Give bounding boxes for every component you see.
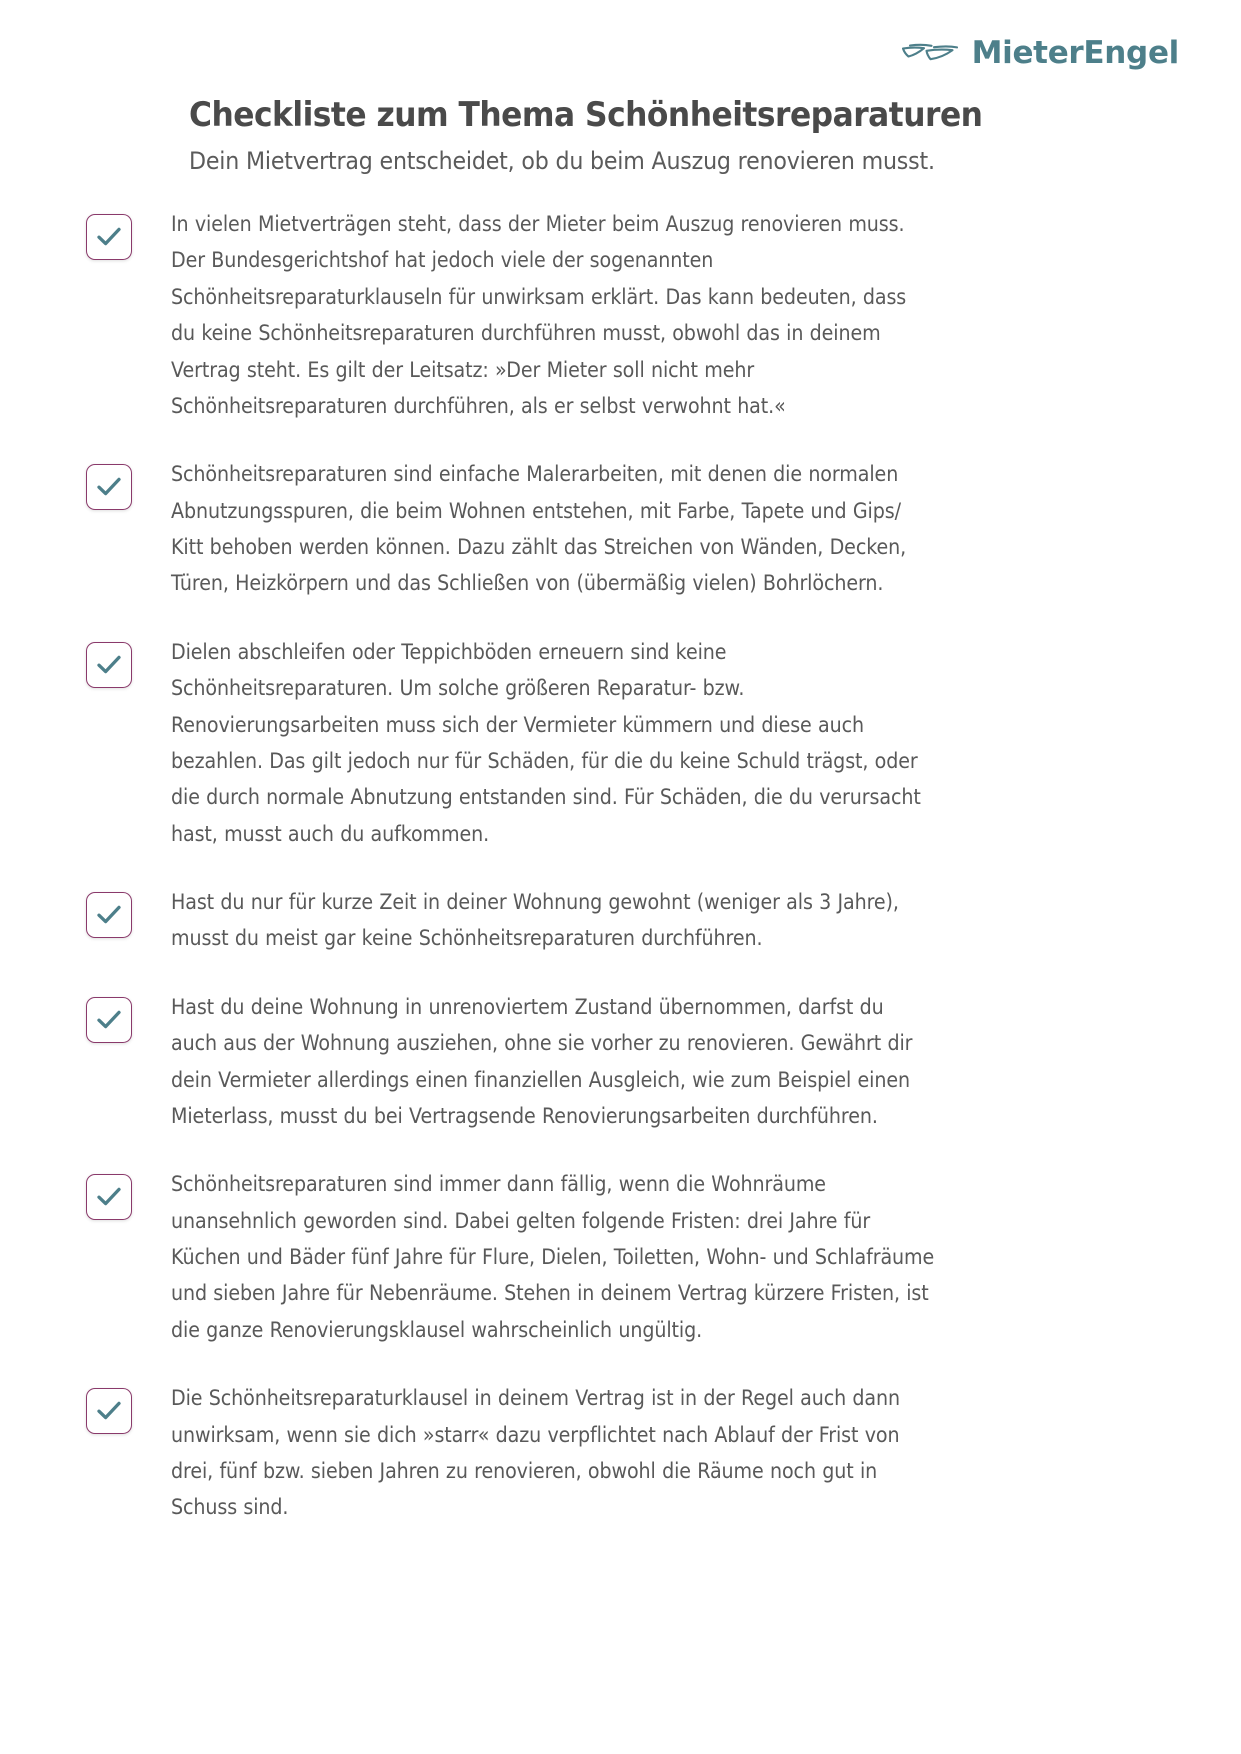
list-item (0, 884, 1241, 957)
checkbox-7[interactable] (86, 1388, 132, 1434)
list-item-text: In vielen Mietverträgen steht, dass der Mieter beim Auszug renovieren muss. Der Bundesgerichtshof hat jedoch viele der sogenannten Schönheitsreparaturklauseln für unwirksam erklärt. Das kann bedeuten, dass du keine Schönheitsreparaturen durchführen musst, obwohl das in deinem Vertrag steht. Es gilt der Leitsatz: »Der Mieter soll nicht mehr Schönheitsreparaturen durchführen, als er selbst verwohnt hat.« (171, 211, 907, 418)
check-icon (94, 222, 124, 252)
checklist (0, 206, 1241, 1558)
list-item (0, 1380, 1241, 1526)
list-item (0, 989, 1241, 1135)
page-title: Checkliste zum Thema Schönheitsreparaturen (189, 95, 983, 134)
list-item (0, 1166, 1241, 1348)
checkbox-3[interactable] (86, 642, 132, 688)
page-subtitle: Dein Mietvertrag entscheidet, ob du beim Auszug renovieren musst. (189, 146, 935, 175)
checkbox-6[interactable] (86, 1174, 132, 1220)
checkbox-5[interactable] (86, 997, 132, 1043)
check-icon (94, 1182, 124, 1212)
list-item (0, 206, 1241, 424)
list-item-text: Dielen abschleifen oder Teppichböden erneuern sind keine Schönheitsreparaturen. Um solche größeren Reparatur- bzw. Renovierungsarbeiten muss sich der Vermieter kümmern und diese auch bezahlen. Das gilt jedoch nur für Schäden, für die du keine Schuld trägst, oder die durch normale Abnutzung entstanden sind. Für Schäden, die du verursacht hast, musst auch du aufkommen. (171, 638, 921, 846)
checkbox-4[interactable] (86, 892, 132, 938)
brand-header (901, 35, 1179, 71)
title-block (189, 95, 1049, 177)
brand-name: MieterEngel (971, 35, 1179, 71)
list-item (0, 634, 1241, 852)
list-item-text: Schönheitsreparaturen sind einfache Malerarbeiten, mit denen die normalen Abnutzungsspuren, die beim Wohnen entstehen, mit Farbe, Tapete und Gips/ Kitt behoben werden können. Dazu zählt das Streichen von Wänden, Decken, Türen, Heizkörpern und das Schließen von (übermäßig vielen) Bohrlöchern. (171, 461, 907, 596)
check-icon (94, 1396, 124, 1426)
check-icon (94, 650, 124, 680)
list-item-text: Hast du deine Wohnung in unrenoviertem Zustand übernommen, darfst du auch aus der Wohnung ausziehen, ohne sie vorher zu renovieren. Gewährt dir dein Vermieter allerdings einen finanziellen Ausgleich, wie zum Beispiel einen Mieterlass, musst du bei Vertragsende Renovierungsarbeiten durchführen. (171, 993, 913, 1128)
wing-swoosh-icon (901, 41, 959, 67)
check-icon (94, 1005, 124, 1035)
checkbox-1[interactable] (86, 214, 132, 260)
list-item-text: Schönheitsreparaturen sind immer dann fällig, wenn die Wohnräume unansehnlich geworden sind. Dabei gelten folgende Fristen: drei Jahre für Küchen und Bäder fünf Jahre für Flure, Dielen, Toiletten, Wohn- und Schlafräume und sieben Jahre für Nebenräume. Stehen in deinem Vertrag kürzere Fristen, ist die ganze Renovierungsklausel wahrscheinlich ungültig. (171, 1171, 935, 1342)
list-item-text: Hast du nur für kurze Zeit in deiner Wohnung gewohnt (weniger als 3 Jahre), musst du meist gar keine Schönheitsreparaturen durchführen. (171, 889, 899, 951)
list-item-text: Die Schönheitsreparaturklausel in deinem Vertrag ist in der Regel auch dann unwirksam, wenn sie dich »starr« dazu verpflichtet nach Ablauf der Frist von drei, fünf bzw. sieben Jahren zu renovieren, obwohl die Räume noch gut in Schuss sind. (171, 1385, 900, 1520)
check-icon (94, 900, 124, 930)
list-item (0, 456, 1241, 602)
check-icon (94, 472, 124, 502)
checkbox-2[interactable] (86, 464, 132, 510)
